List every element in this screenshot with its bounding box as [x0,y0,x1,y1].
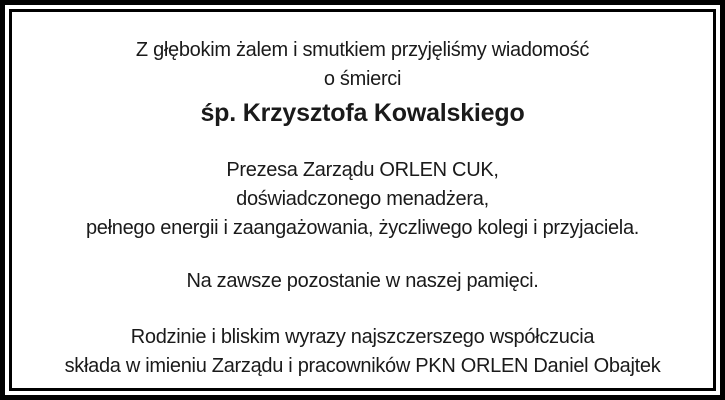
condolence-paragraph [12,323,713,381]
intro-paragraph [12,36,713,94]
intro-line-2: o śmierci [323,68,402,90]
intro-line-1: Z głębokim żalem i smutkiem przyjęliśmy wiadomość [135,39,590,61]
description-paragraph [12,156,713,243]
description-line-3: pełnego energii i zaangażowania, życzliwego kolegi i przyjaciela. [85,217,640,239]
obituary-inner-frame [9,9,716,391]
deceased-name: śp. Krzysztofa Kowalskiego [200,99,525,127]
description-line-2: doświadczonego menadżera, [236,188,489,210]
condolence-line-1: Rodzinie i bliskim wyrazy najszczerszego współczucia [130,326,595,348]
description-line-1: Prezesa Zarządu ORLEN CUK, [226,159,499,181]
condolence-line-2: składa w imieniu Zarządu i pracowników PKN ORLEN Daniel Obajtek [64,355,661,377]
obituary-notice [12,36,713,381]
memory-line: Na zawsze pozostanie w naszej pamięci. [186,270,539,292]
